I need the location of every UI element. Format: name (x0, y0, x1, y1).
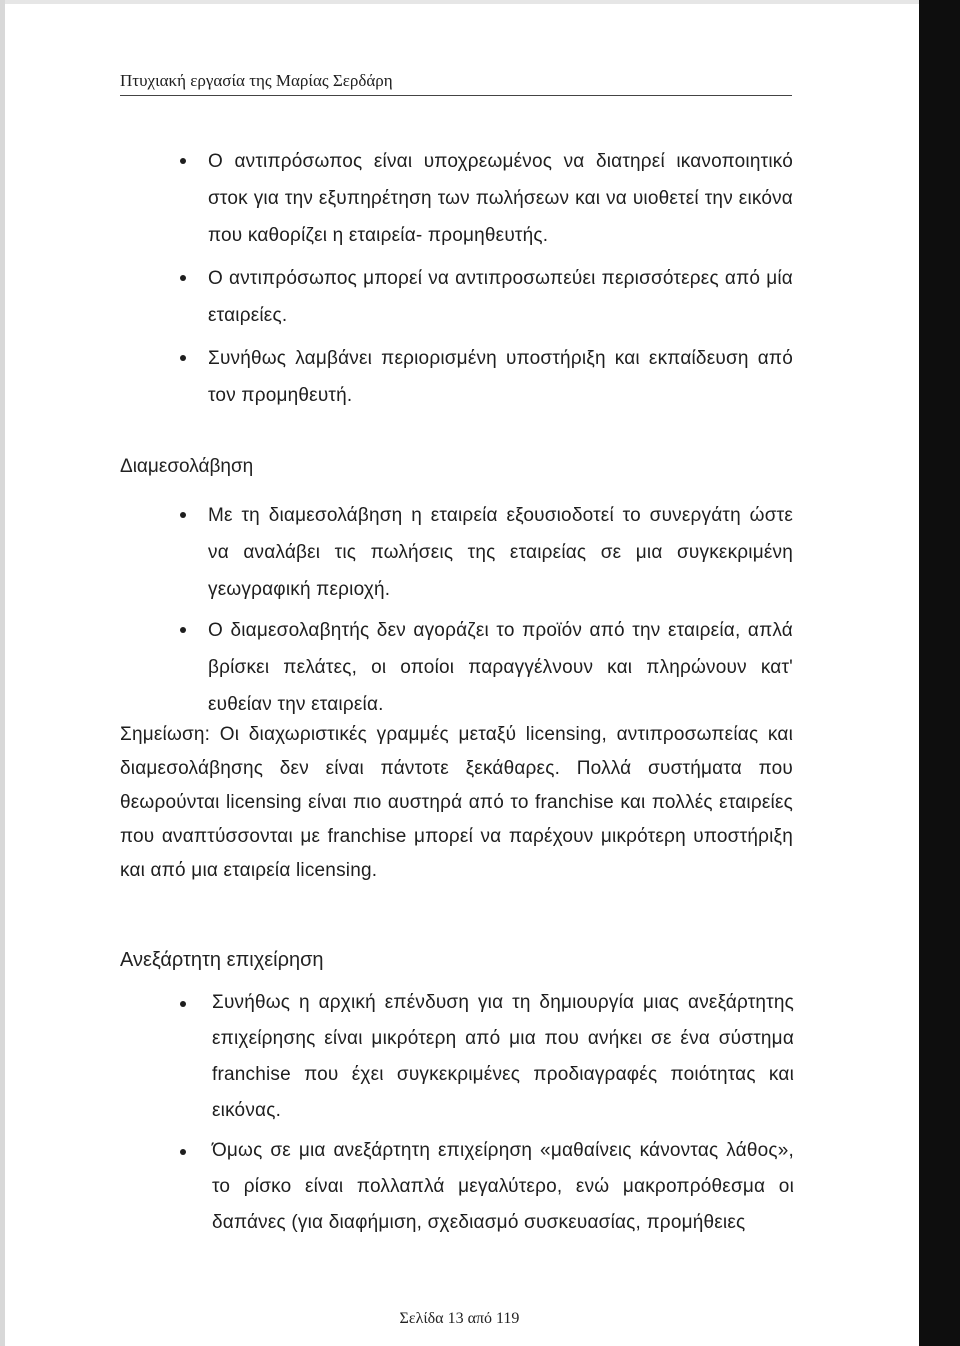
list-item-text: Με τη διαμεσολάβηση η εταιρεία εξουσιοδοτεί το συνεργάτη ώστε να αναλάβει τις πωλήσεις της εταιρείας σε μια συγκεκριμένη γεωγραφική περιοχή. (208, 505, 793, 600)
bullet-icon (180, 1149, 186, 1155)
bullet-icon (180, 158, 186, 164)
bullet-icon (180, 275, 186, 281)
running-header: Πτυχιακή εργασία της Μαρίας Σερδάρη (120, 71, 393, 90)
list-item-text: Ο διαμεσολαβητής δεν αγοράζει το προϊόν από την εταιρεία, απλά βρίσκει πελάτες, οι οποίοι παραγγέλνουν και πληρώνουν κατ' ευθείαν την εταιρεία. (208, 620, 793, 715)
scan-edge-right (919, 0, 960, 1346)
list-item (212, 985, 794, 1129)
page-number: Σελίδα 13 από 119 (399, 1310, 520, 1327)
bullet-icon (180, 627, 186, 633)
list-item (212, 1133, 794, 1241)
header-rule (120, 95, 792, 96)
list-item-text: Ο αντιπρόσωπος μπορεί να αντιπροσωπεύει περισσότερες από μία εταιρείες. (208, 268, 793, 326)
list-item (208, 260, 793, 334)
section-heading-mediation: Διαμεσολάβηση (120, 456, 254, 477)
list-item (208, 340, 793, 414)
list-item-text: Όμως σε μια ανεξάρτητη επιχείρηση «μαθαίνεις κάνοντας λάθος», το ρίσκο είναι πολλαπλά μεγαλύτερο, ενώ μακροπρόθεσμα οι δαπάνες (για διαφήμιση, σχεδιασμό συσκευασίας, προμήθειες (212, 1140, 794, 1233)
bullet-icon (180, 512, 186, 518)
list-item-text: Συνήθως λαμβάνει περιορισμένη υποστήριξη και εκπαίδευση από τον προμηθευτή. (208, 348, 793, 406)
bullet-list-independent-business (212, 985, 794, 1245)
section-heading-independent-business: Ανεξάρτητη επιχείρηση (120, 949, 324, 971)
list-item (208, 612, 793, 723)
bullet-icon (180, 355, 186, 361)
list-item (208, 143, 793, 254)
bullet-icon (180, 1001, 186, 1007)
bullet-list-representative (208, 143, 793, 420)
scan-edge-top (0, 0, 919, 4)
list-item (208, 497, 793, 608)
list-item-text: Συνήθως η αρχική επένδυση για τη δημιουργία μιας ανεξάρτητης επιχείρησης είναι μικρότερη από μια που ανήκει σε ένα σύστημα franchise που έχει συγκεκριμένες προδιαγραφές ποιότητας και εικόνας. (212, 992, 794, 1121)
scan-edge-left (0, 0, 5, 1346)
note-paragraph: Σημείωση: Οι διαχωριστικές γραμμές μεταξύ licensing, αντιπροσωπείας και διαμεσολάβησης δεν είναι πάντοτε ξεκάθαρες. Πολλά συστήματα που θεωρούνται licensing είναι πιο αυστηρά από το franchise και πολλές εταιρείες που αναπτύσσονται με franchise μπορεί να παρέχουν μικρότερη υποστήριξη και από μια εταιρεία licensing. (120, 724, 793, 881)
bullet-list-mediation (208, 497, 793, 727)
list-item-text: Ο αντιπρόσωπος είναι υποχρεωμένος να διατηρεί ικανοποιητικό στοκ για την εξυπηρέτηση των πωλήσεων και να υιοθετεί την εικόνα που καθορίζει η εταιρεία- προμηθευτής. (208, 151, 793, 246)
